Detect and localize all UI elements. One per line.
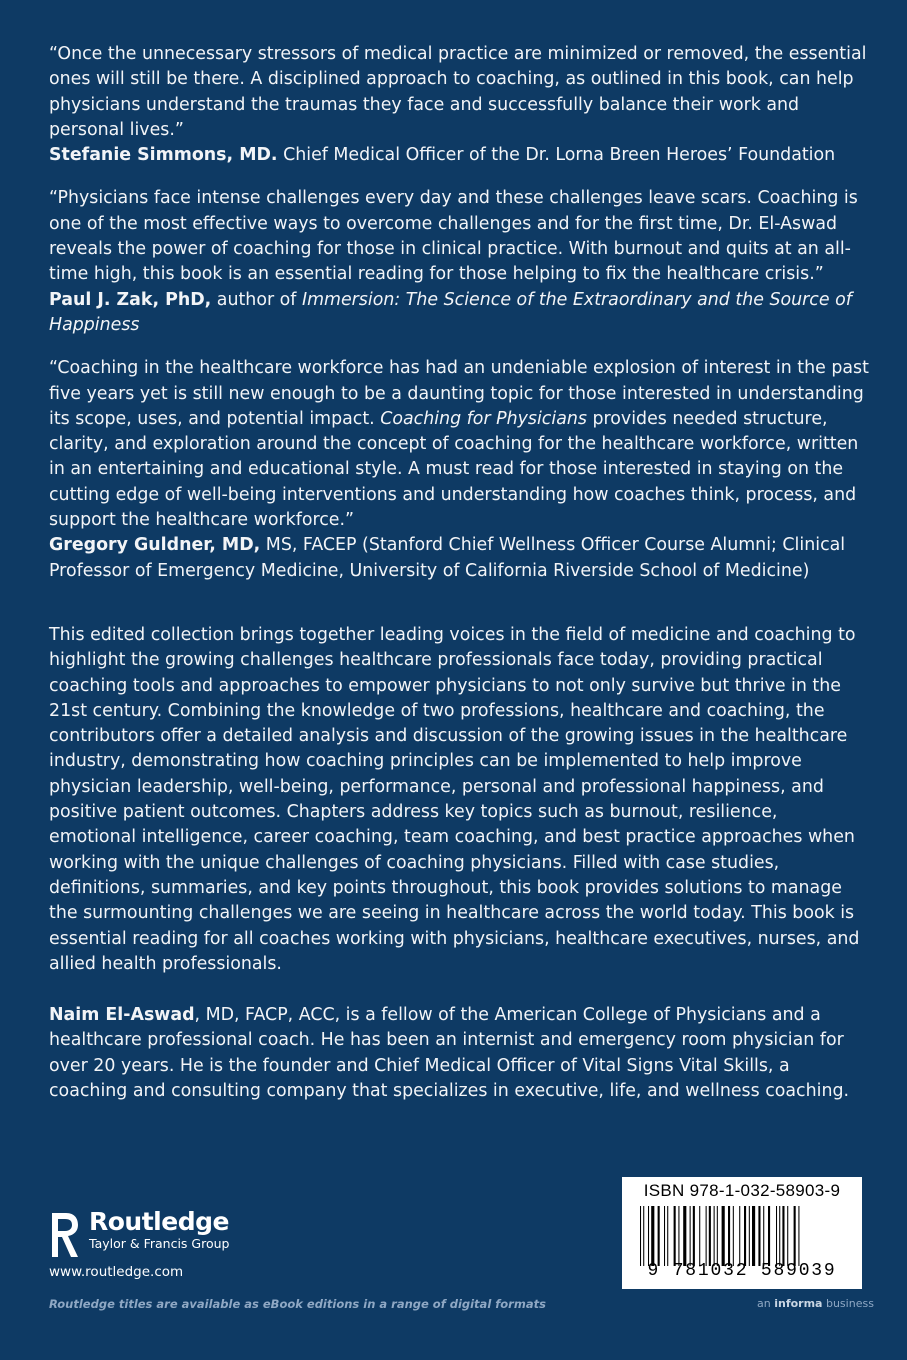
barcode-bar (714, 1206, 715, 1266)
quote-text-part: “Coaching in the healthcare workforce has had an undeniable explosion of interest in the past five years yet is still new enough to be a daunting topic for those interested in understanding its scope, uses, and potential impact. (49, 358, 869, 429)
book-description (49, 623, 869, 977)
barcode-bar (709, 1206, 711, 1266)
isbn-barcode (622, 1177, 862, 1289)
barcode-bar (658, 1206, 660, 1266)
barcode-bar (664, 1206, 665, 1266)
ebook-footnote: Routledge titles are available as eBook editions in a range of digital formats (49, 1297, 546, 1311)
informa-suffix: business (822, 1297, 874, 1310)
barcode-digits: 9 781032 589039 (647, 1261, 837, 1281)
barcode-bar (717, 1206, 718, 1266)
description-text: This edited collection brings together leading voices in the field of medicine and coaching to highlight the growing challenges healthcare professionals face today, providing practical coaching tools and approaches to empower physicians to not only survive but thrive in the 21st century. Combining the knowledge of two professions, healthcare and coaching, the contributors offer a detailed analysis and discussion of the growing issues in the healthcare industry, demonstrating how coaching principles can be implemented to help improve physician leadership, well-being, performance, personal and professional happiness, and positive patient outcomes. Chapters address key topics such as burnout, resilience, emotional intelligence, career coaching, team coaching, and best practice approaches when working with the unique challenges of coaching physicians. Filled with case studies, definitions, summaries, and key points throughout, this book provides solutions to manage the surmounting challenges we are seeing in healthcare across the world today. This book is essential reading for all coaches working with physicians, healthcare executives, nurses, and allied health professionals. (49, 624, 860, 974)
author-title: Chief Medical Officer of the Dr. Lorna Breen Heroes’ Foundation (277, 145, 836, 166)
quote-text: “Once the unnecessary stressors of medical practice are minimized or removed, the essential ones will still be there. A disciplined approach to coaching, as outlined in this book, can help physicians understand the traumas they face and successfully balance their work and personal lives.” (49, 44, 867, 140)
author-bio (49, 1003, 869, 1104)
barcode-bar (794, 1206, 796, 1266)
barcode-bar (744, 1206, 746, 1266)
barcode-bar (690, 1206, 691, 1266)
barcode-bar (706, 1206, 707, 1266)
barcode-bar (699, 1206, 700, 1266)
publisher-text (89, 1208, 229, 1251)
logo-row (49, 1207, 230, 1260)
barcode-bar (787, 1206, 788, 1266)
publisher-url[interactable]: www.routledge.com (49, 1264, 184, 1280)
barcode-bar (763, 1206, 764, 1266)
informa-tagline (757, 1297, 874, 1310)
barcode-bar (752, 1206, 755, 1266)
informa-prefix: an (757, 1297, 775, 1310)
quote-attribution (49, 288, 869, 339)
bio-author-name: Naim El-Aswad (49, 1005, 195, 1026)
barcode-bar (768, 1206, 770, 1266)
barcode-bar (683, 1206, 686, 1266)
endorsement-simmons (49, 42, 869, 168)
book-title: Coaching for Physicians (380, 408, 587, 429)
barcode-bar (782, 1206, 784, 1266)
quote-attribution (49, 143, 869, 168)
barcode-bar (678, 1206, 679, 1266)
author-name: Stefanie Simmons, MD. (49, 145, 278, 166)
barcode-bar (776, 1206, 777, 1266)
author-name: Paul J. Zak, PhD, (49, 289, 212, 310)
quote-attribution (49, 533, 869, 584)
barcode-bar (749, 1206, 750, 1266)
barcode-bar (722, 1206, 725, 1266)
routledge-r-icon (49, 1210, 81, 1260)
barcode-bars (640, 1206, 850, 1266)
isbn-label: ISBN 978-1-032-58903-9 (643, 1181, 841, 1200)
quote-text (49, 356, 869, 533)
author-title: MS, FACEP (Stanford Chief Wellness Officer Course Alumni; Clinical Professor of Emergency Medicine, University of California Riverside School of Medicine) (49, 535, 846, 581)
barcode-bar (728, 1206, 730, 1266)
barcode-bar (640, 1206, 641, 1266)
barcode-bar (758, 1206, 760, 1266)
back-cover-text (49, 42, 869, 1104)
bio-text (49, 1003, 869, 1104)
publisher-group: Taylor & Francis Group (89, 1236, 230, 1251)
quote-text: “Physicians face intense challenges every day and these challenges leave scars. Coaching is one of the most effective ways to overcome challenges and for the first time, Dr. El-Aswad reveals the power of coaching for those in clinical practice. With burnout and quits at an all-time high, this book is an essential reading for those helping to fix the healthcare crisis.” (49, 188, 858, 285)
author-name: Gregory Guldner, MD, (49, 535, 261, 556)
endorsement-zak (49, 186, 869, 338)
bio-body: , MD, FACP, ACC, is a fellow of the American College of Physicians and a healthcare professional coach. He has been an internist and emergency room physician for over 20 years. He is the founder and Chief Medical Officer of Vital Signs Vital Skills, a coaching and consulting company that specializes in executive, life, and wellness coaching. (49, 1005, 850, 1101)
barcode-bar (667, 1206, 668, 1266)
barcode-bar (739, 1206, 740, 1266)
barcode-bar (779, 1206, 780, 1266)
barcode-bar (674, 1206, 676, 1266)
author-title: author of (211, 289, 302, 310)
author-book-title: Immersion: The Science of the Extraordinary and the Source of Happiness (49, 289, 852, 335)
barcode-bar (798, 1206, 799, 1266)
quote-text-part: provides needed structure, clarity, and exploration around the concept of coaching for the healthcare workforce, written in an entertaining and educational style. A must read for those interested in staying on the cutting edge of well-being interventions and understanding how coaches think, process, and support the healthcare workforce.” (49, 408, 859, 531)
barcode-bar (643, 1206, 644, 1266)
barcode-bar (651, 1206, 654, 1266)
informa-brand: informa (774, 1297, 823, 1310)
endorsement-guldner (49, 356, 869, 584)
publisher-name: Routledge (89, 1207, 229, 1236)
publisher-logo (49, 1207, 230, 1280)
barcode-bar (648, 1206, 649, 1266)
barcode-bar (733, 1206, 734, 1266)
barcode-bar (693, 1206, 695, 1266)
